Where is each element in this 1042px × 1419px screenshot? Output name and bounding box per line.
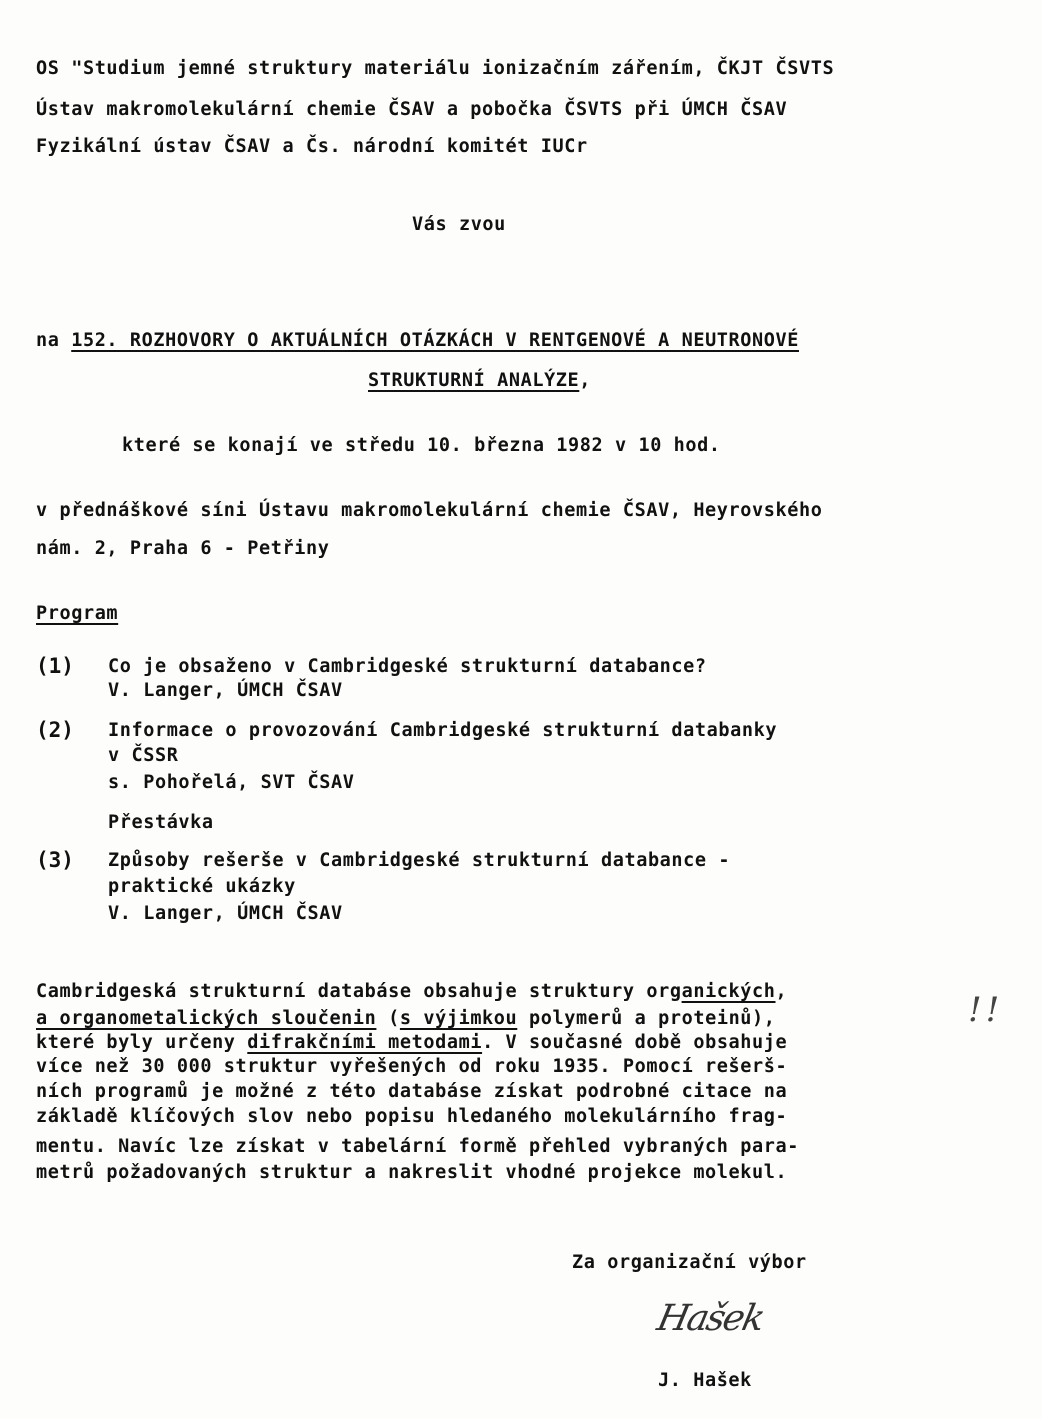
committee-label: Za organizační výbor xyxy=(572,1252,807,1273)
description-line-1b: anických xyxy=(681,981,776,1002)
description-line-3c: . V současné době obsahuje xyxy=(482,1032,788,1053)
program-item-2-speaker: s. Pohořelá, SVT ČSAV xyxy=(108,772,355,793)
description-line-3a: které byly určeny xyxy=(36,1032,248,1053)
description-line-3b: difrakčními metodami xyxy=(247,1032,483,1053)
program-item-1-speaker: V. Langer, ÚMCH ČSAV xyxy=(108,680,343,701)
program-item-3-speaker: V. Langer, ÚMCH ČSAV xyxy=(108,903,343,924)
description-line-1 xyxy=(36,981,787,1003)
program-item-2-title: Informace o provozování Cambridgeské strukturní databanky xyxy=(108,720,778,741)
program-item-1-title: Co je obsaženo v Cambridgeské strukturní databance? xyxy=(108,656,707,677)
description-line-6: základě klíčových slov nebo popisu hledaného molekulárního frag- xyxy=(36,1106,788,1127)
program-item-1-number: (1) xyxy=(36,654,74,678)
event-title-line-2 xyxy=(368,370,591,392)
event-title-part-1: 152. ROZHOVORY O AKTUÁLNÍCH OTÁZKÁCH V RENTGENOVÉ A NEUTRONOVÉ xyxy=(71,330,799,351)
handwritten-signature: Hašek xyxy=(653,1298,767,1339)
event-title-line-1 xyxy=(36,330,799,352)
description-line-2b: ( xyxy=(376,1008,400,1029)
program-item-2-number: (2) xyxy=(36,718,74,742)
signatory-name: J. Hašek xyxy=(658,1370,752,1391)
program-item-2-title-cont: v ČSSR xyxy=(108,745,179,766)
event-prefix: na xyxy=(36,330,72,351)
description-line-2d: polymerů a proteinů), xyxy=(517,1008,776,1029)
event-venue-line-1: v přednáškové síni Ústavu makromolekulární chemie ČSAV, Heyrovského xyxy=(36,500,823,521)
program-item-3-title-cont: praktické ukázky xyxy=(108,876,296,897)
program-heading: Program xyxy=(36,603,119,624)
program-break: Přestávka xyxy=(108,812,214,833)
event-venue-line-2: nám. 2, Praha 6 - Petřiny xyxy=(36,538,330,559)
invitation-text: Vás zvou xyxy=(412,214,506,235)
description-line-5: ních programů je možné z této databáse získat podrobné citace na xyxy=(36,1081,788,1102)
description-line-7: mentu. Navíc lze získat v tabelární formě přehled vybraných para- xyxy=(36,1136,799,1157)
header-line-2: Ústav makromolekulární chemie ČSAV a pobočka ČSVTS při ÚMCH ČSAV xyxy=(36,99,788,120)
program-item-3-number: (3) xyxy=(36,848,74,872)
description-line-2a: a organometalických sloučenin xyxy=(36,1008,377,1029)
description-line-4: více než 30 000 struktur vyřešených od roku 1935. Pomocí rešerš- xyxy=(36,1056,788,1077)
description-line-2c: s výjimkou xyxy=(399,1008,518,1029)
program-item-3-title: Způsoby rešerše v Cambridgeské strukturní databance - xyxy=(108,850,731,871)
description-line-1a: Cambridgeská strukturní databáse obsahuje struktury org xyxy=(36,981,682,1002)
margin-exclamation-marks: !! xyxy=(968,990,1004,1030)
header-line-3: Fyzikální ústav ČSAV a Čs. národní komitét IUCr xyxy=(36,136,588,157)
event-date-time: které se konají ve středu 10. března 1982 v 10 hod. xyxy=(122,435,721,456)
event-title-part-2: STRUKTURNÍ ANALÝZE xyxy=(368,370,580,391)
description-line-3 xyxy=(36,1032,787,1054)
description-line-1c: , xyxy=(775,981,788,1002)
description-line-2 xyxy=(36,1008,776,1030)
description-line-8: metrů požadovaných struktur a nakreslit vhodné projekce molekul. xyxy=(36,1162,788,1183)
header-line-1: OS "Studium jemné struktury materiálu ionizačním zářením, ČKJT ČSVTS xyxy=(36,58,835,79)
event-title-suffix: , xyxy=(579,370,592,391)
